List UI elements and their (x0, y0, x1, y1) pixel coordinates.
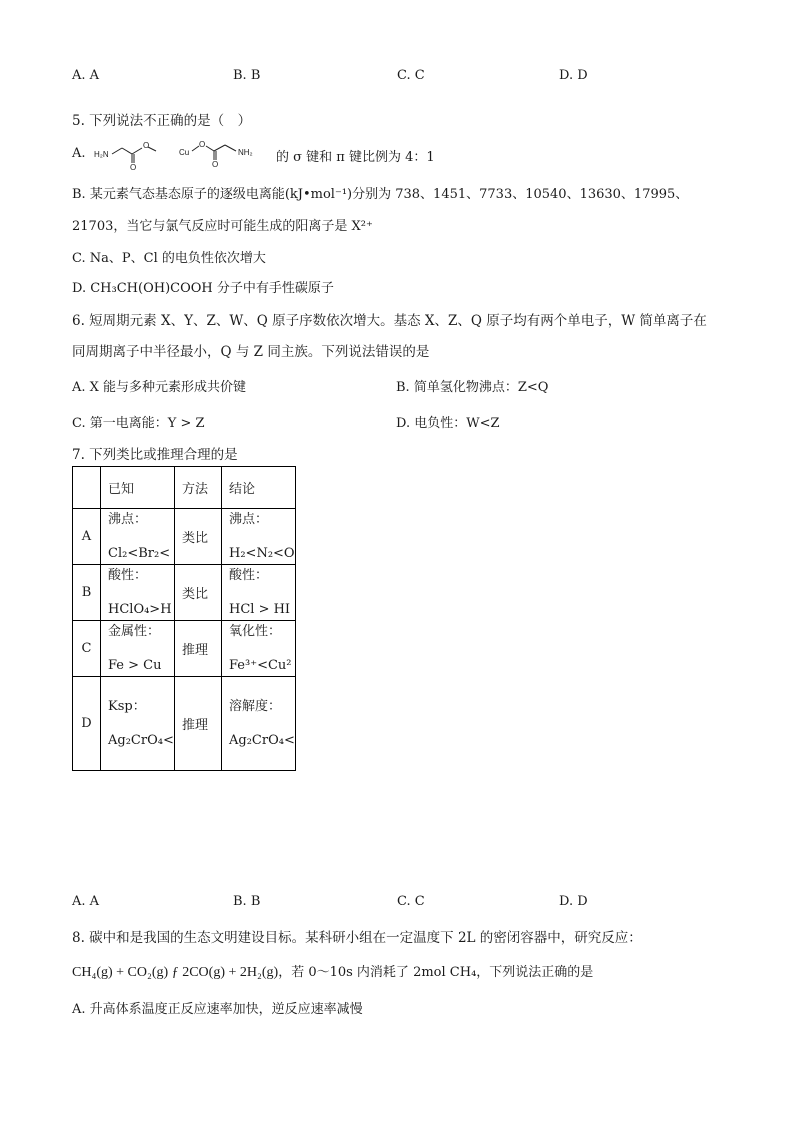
q4-options (72, 68, 732, 88)
q7-known-title: 酸性： (108, 567, 148, 583)
q6-option-b: B. 简单氢化物沸点：Z<Q (396, 380, 549, 395)
q4-option-a: A. A (72, 68, 100, 83)
q7-conclusion-value: H₂<N₂<O (229, 545, 295, 561)
q5-option-a-text: 的 σ 键和 π 键比例为 4：1 (276, 150, 435, 165)
q8-reaction-equation: CH₄(g) + CO₂(g) ƒ 2CO(g) + 2H₂(g) (72, 965, 279, 980)
q7-known-value: Cl₂<Br₂< (108, 545, 171, 561)
q7-known-title: 金属性： (108, 623, 161, 639)
q8-stem-line1: 8. 碳中和是我国的生态文明建设目标。某科研小组在一定温度下 2L 的密闭容器中，研究反应： (72, 930, 642, 946)
q8-stem-line2 (72, 961, 593, 981)
q7-conclusion-title: 溶解度： (229, 698, 282, 714)
q7-row-c (73, 621, 296, 677)
q5-option-b-line1: B. 某元素气态基态原子的逐级电离能(kJ•mol⁻¹)分别为 738、1451、7733、10540、13630、17995、 (72, 187, 689, 202)
q7-row-b (73, 565, 296, 621)
mol-label-o1: O (143, 141, 150, 150)
q8-stem-line2-rest: ，若 0～10s 内消耗了 2mol CH₄，下列说法正确的是 (278, 965, 594, 980)
mol-label-cu: Cu (179, 148, 190, 157)
q7-row-label: C (73, 621, 101, 677)
q5-option-b-line2: 21703，当它与氯气反应时可能生成的阳离子是 X²⁺ (72, 219, 373, 234)
q7-row-a (73, 509, 296, 565)
mol-label-o4: O (212, 160, 219, 169)
q7-known-value: Ag₂CrO₄< (108, 732, 174, 748)
mol-label-h2n: H₂N (94, 150, 109, 159)
q7-header-conclusion: 结论 (229, 482, 256, 497)
q7-conclusion-title: 沸点： (229, 511, 269, 527)
q7-method: 推理 (182, 718, 209, 733)
q7-known-title: 沸点： (108, 511, 148, 527)
q5-option-c: C. Na、P、Cl 的电负性依次增大 (72, 251, 266, 266)
q7-conclusion-value: Ag₂CrO₄< (229, 732, 295, 748)
q7-method: 类比 (182, 531, 209, 546)
q7-header-known: 已知 (108, 482, 135, 497)
mol-label-o2: O (199, 140, 206, 149)
q7-method: 类比 (182, 587, 209, 602)
mol-label-o3: O (130, 163, 137, 172)
q7-option-b: B. B (233, 894, 261, 909)
q4-option-d: D. D (559, 68, 588, 83)
q5-option-a-prefix: A. (72, 146, 86, 161)
mol-label-nh2: NH₂ (238, 148, 253, 157)
q7-table-header-row (73, 467, 296, 509)
q7-conclusion-value: HCl > HI (229, 601, 291, 617)
q4-option-b: B. B (233, 68, 261, 83)
q7-row-label: B (73, 565, 101, 621)
q7-option-c: C. C (397, 894, 425, 909)
copper-glycinate-structure (92, 136, 274, 172)
q7-conclusion-title: 氧化性： (229, 623, 282, 639)
q7-row-label: A (73, 509, 101, 565)
q6-stem-line2: 同周期离子中半径最小，Q 与 Z 同主族。下列说法错误的是 (72, 344, 430, 360)
q7-row-label: D (73, 677, 101, 771)
q7-conclusion-value: Fe³⁺<Cu² (229, 657, 292, 673)
q7-option-d: D. D (559, 894, 588, 909)
q8-option-a: A. 升高体系温度正反应速率加快，逆反应速率减慢 (72, 1002, 363, 1017)
q7-known-value: HClO₄>H (108, 601, 172, 617)
q7-stem: 7. 下列类比或推理合理的是 (72, 447, 238, 463)
q5-stem: 5. 下列说法不正确的是（ ） (72, 113, 252, 129)
q6-option-d: D. 电负性：W<Z (396, 416, 500, 431)
q4-option-c: C. C (397, 68, 425, 83)
q6-option-c: C. 第一电离能：Y > Z (72, 416, 205, 431)
q7-option-a: A. A (72, 894, 100, 909)
q7-header-blank (73, 467, 101, 509)
q7-header-method: 方法 (182, 482, 209, 497)
q6-stem-line1: 6. 短周期元素 X、Y、Z、W、Q 原子序数依次增大。基态 X、Z、Q 原子均有两个单电子，W 简单离子在 (72, 313, 707, 329)
q7-table (72, 466, 296, 771)
q7-conclusion-title: 酸性： (229, 567, 269, 583)
q6-option-a: A. X 能与多种元素形成共价键 (72, 380, 247, 395)
q7-method: 推理 (182, 643, 209, 658)
q5-option-d: D. CH₃CH(OH)COOH 分子中有手性碳原子 (72, 281, 334, 296)
q7-row-d (73, 677, 296, 771)
q7-options (72, 894, 732, 914)
q7-known-value: Fe > Cu (108, 657, 162, 673)
q7-known-title: Ksp： (108, 698, 146, 714)
